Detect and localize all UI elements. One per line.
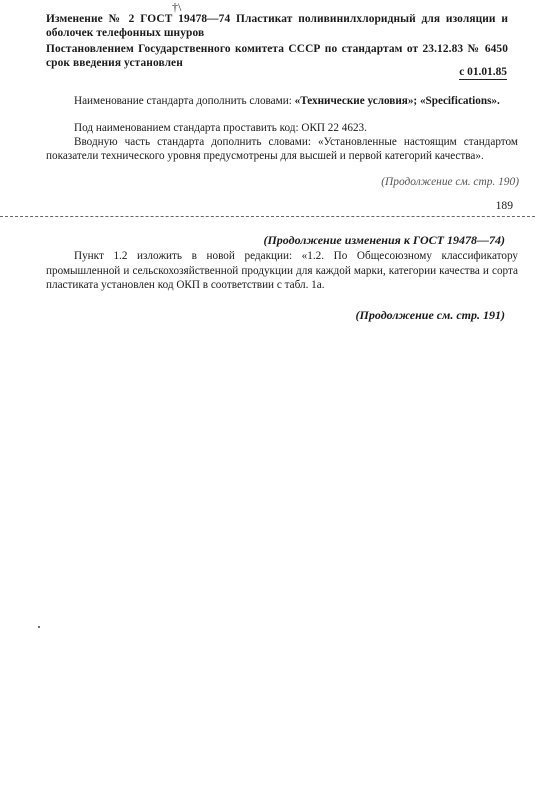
paragraph-code-text: Под наименованием стандарта проставить код: ОКП 22 4623. [74, 122, 367, 134]
paragraph-name-addition [46, 94, 518, 108]
paragraph-intro [46, 135, 518, 163]
effective-date: с 01.01.85 [459, 66, 507, 78]
amendment-title: Изменение № 2 ГОСТ 19478—74 Пластикат поливинилхлоридный для изоляции и оболочек телефонных шнуров [46, 13, 508, 39]
speck [38, 626, 40, 628]
paragraph-point-text: Пункт 1.2 изложить в новой редакции: «1.2. По Общесоюзному классификатору промышленной и сельскохозяйственной продукции для каждой марки, категории качества и сорта пластиката установлен код ОКП в соответствии с табл. 1а. [46, 250, 518, 291]
continued-note-191: (Продолжение см. стр. 191) [355, 308, 505, 322]
paragraph-code [46, 121, 518, 135]
continued-note-190: (Продолжение см. стр. 190) [381, 176, 519, 188]
page-divider [0, 216, 535, 217]
paragraph-point-1-2 [46, 249, 518, 293]
page-number: 189 [495, 199, 513, 212]
continued-heading: (Продолжение изменения к ГОСТ 19478—74) [263, 233, 505, 247]
paragraph-keyword: «Технические условия»; «Specifications». [294, 95, 500, 107]
resolution-line: Постановлением Государственного комитета СССР по стандартам от 23.12.83 № 6450 срок введения установлен [46, 43, 508, 69]
handwritten-mark: †\ [172, 0, 182, 14]
paragraph-intro-text: Вводную часть стандарта дополнить словами: «Установленные настоящим стандартом показатели технического уровня предусмотрены для высшей и первой категорий качества». [46, 136, 518, 163]
paragraph-lead: Наименование стандарта дополнить словами: [74, 95, 295, 107]
